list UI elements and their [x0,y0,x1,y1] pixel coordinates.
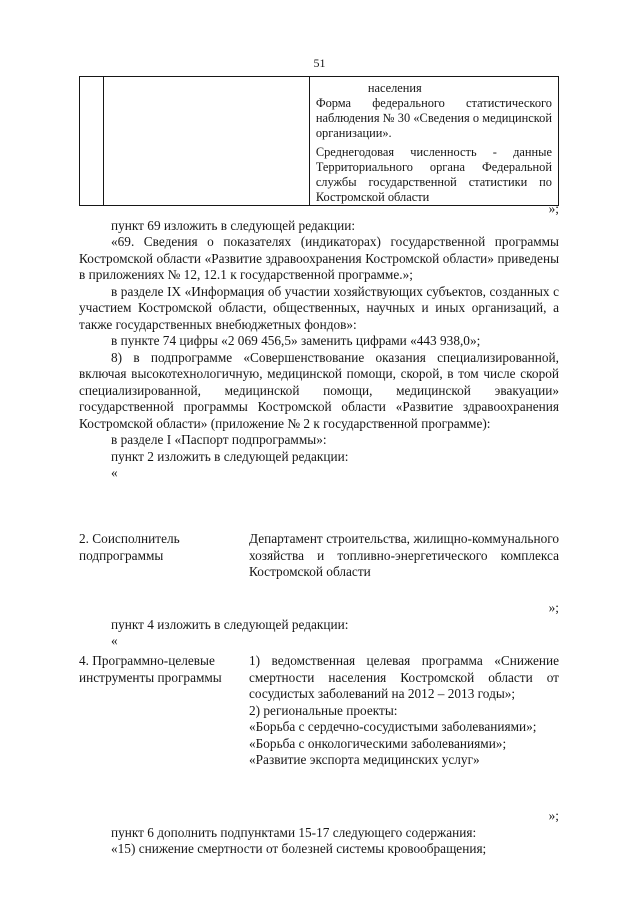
paragraph: в разделе I «Паспорт подпрограммы»: [111,432,327,447]
passport-item-2-label: 2. Соисполнитель подпрограммы [79,531,180,563]
table-line-population: населения [367,81,422,95]
closing-quote: »; [548,600,559,615]
passport-item-4-value [249,653,559,769]
opening-quote: « [111,633,118,648]
table-line-average-population: Среднегодовая численность - данные Территориального органа Федеральной службы государственной статистики по Костромской области [315,145,552,204]
passport-item-4 [79,653,559,769]
text-block-3 [79,808,559,858]
passport-item-2-value: Департамент строительства, жилищно-коммунального хозяйства и топливно-энергетического комплекса Костромской области [249,531,559,579]
item-4-line: «Развитие экспорта медицинских услуг» [249,752,480,767]
table-cell-number [80,77,104,206]
passport-item-4-label: 4. Программно-целевые инструменты программы [79,653,222,685]
text-block-2 [79,600,559,650]
continuation-table [79,76,559,206]
table-cell-name [103,77,309,206]
closing-quote: »; [548,808,559,823]
table-cell-source [309,77,558,206]
paragraph: пункт 4 изложить в следующей редакции: [111,616,349,632]
opening-quote: « [111,465,118,480]
page-number: 51 [313,56,326,70]
item-4-line: «Борьба с сердечно-сосудистыми заболеваниями»; [249,719,537,734]
paragraph: пункт 2 изложить в следующей редакции: [111,448,349,464]
paragraph: пункт 6 дополнить подпунктами 15-17 следующего содержания: [111,824,477,840]
text-block-1 [79,201,559,482]
paragraph: «69. Сведения о показателях (индикаторах) государственной программы Костромской области «Развитие здравоохранения Костромской области» приведены в приложениях № 12, 12.1 к государственной программе.»; [79,234,559,282]
paragraph: в пункте 74 цифры «2 069 456,5» заменить цифрами «443 938,0»; [111,333,481,348]
closing-quote: »; [548,201,559,216]
table-line-form-30: Форма федерального статистического наблюдения № 30 «Сведения о медицинской организации». [315,96,552,140]
paragraph: 8) в подпрограмме «Совершенствование оказания специализированной, включая высокотехнологичную, медицинской помощи, скорой, в том числе скорой специализированной, медицинской помощи, медицинской эвакуации» государственной программы Костромской области «Развитие здравоохранения Костромской области» (приложение № 2 к государственной программе): [79,349,559,431]
item-4-line: «Борьба с онкологическими заболеваниями»; [249,735,507,751]
paragraph: в разделе IX «Информация об участии хозяйствующих субъектов, созданных с участием Костромской области, общественных, научных и иных организаций, а также государственных внебюджетных фондов»: [79,283,559,332]
paragraph: пункт 69 изложить в следующей редакции: [111,217,356,233]
item-4-line: 2) региональные проекты: [249,702,398,718]
passport-item-2 [79,531,559,581]
item-4-line: 1) ведомственная целевая программа «Снижение смертности населения Костромской области от сосудистых заболеваний на 2012 – 2013 годы»; [249,653,559,701]
paragraph: «15) снижение смертности от болезней системы кровообращения; [111,841,487,856]
